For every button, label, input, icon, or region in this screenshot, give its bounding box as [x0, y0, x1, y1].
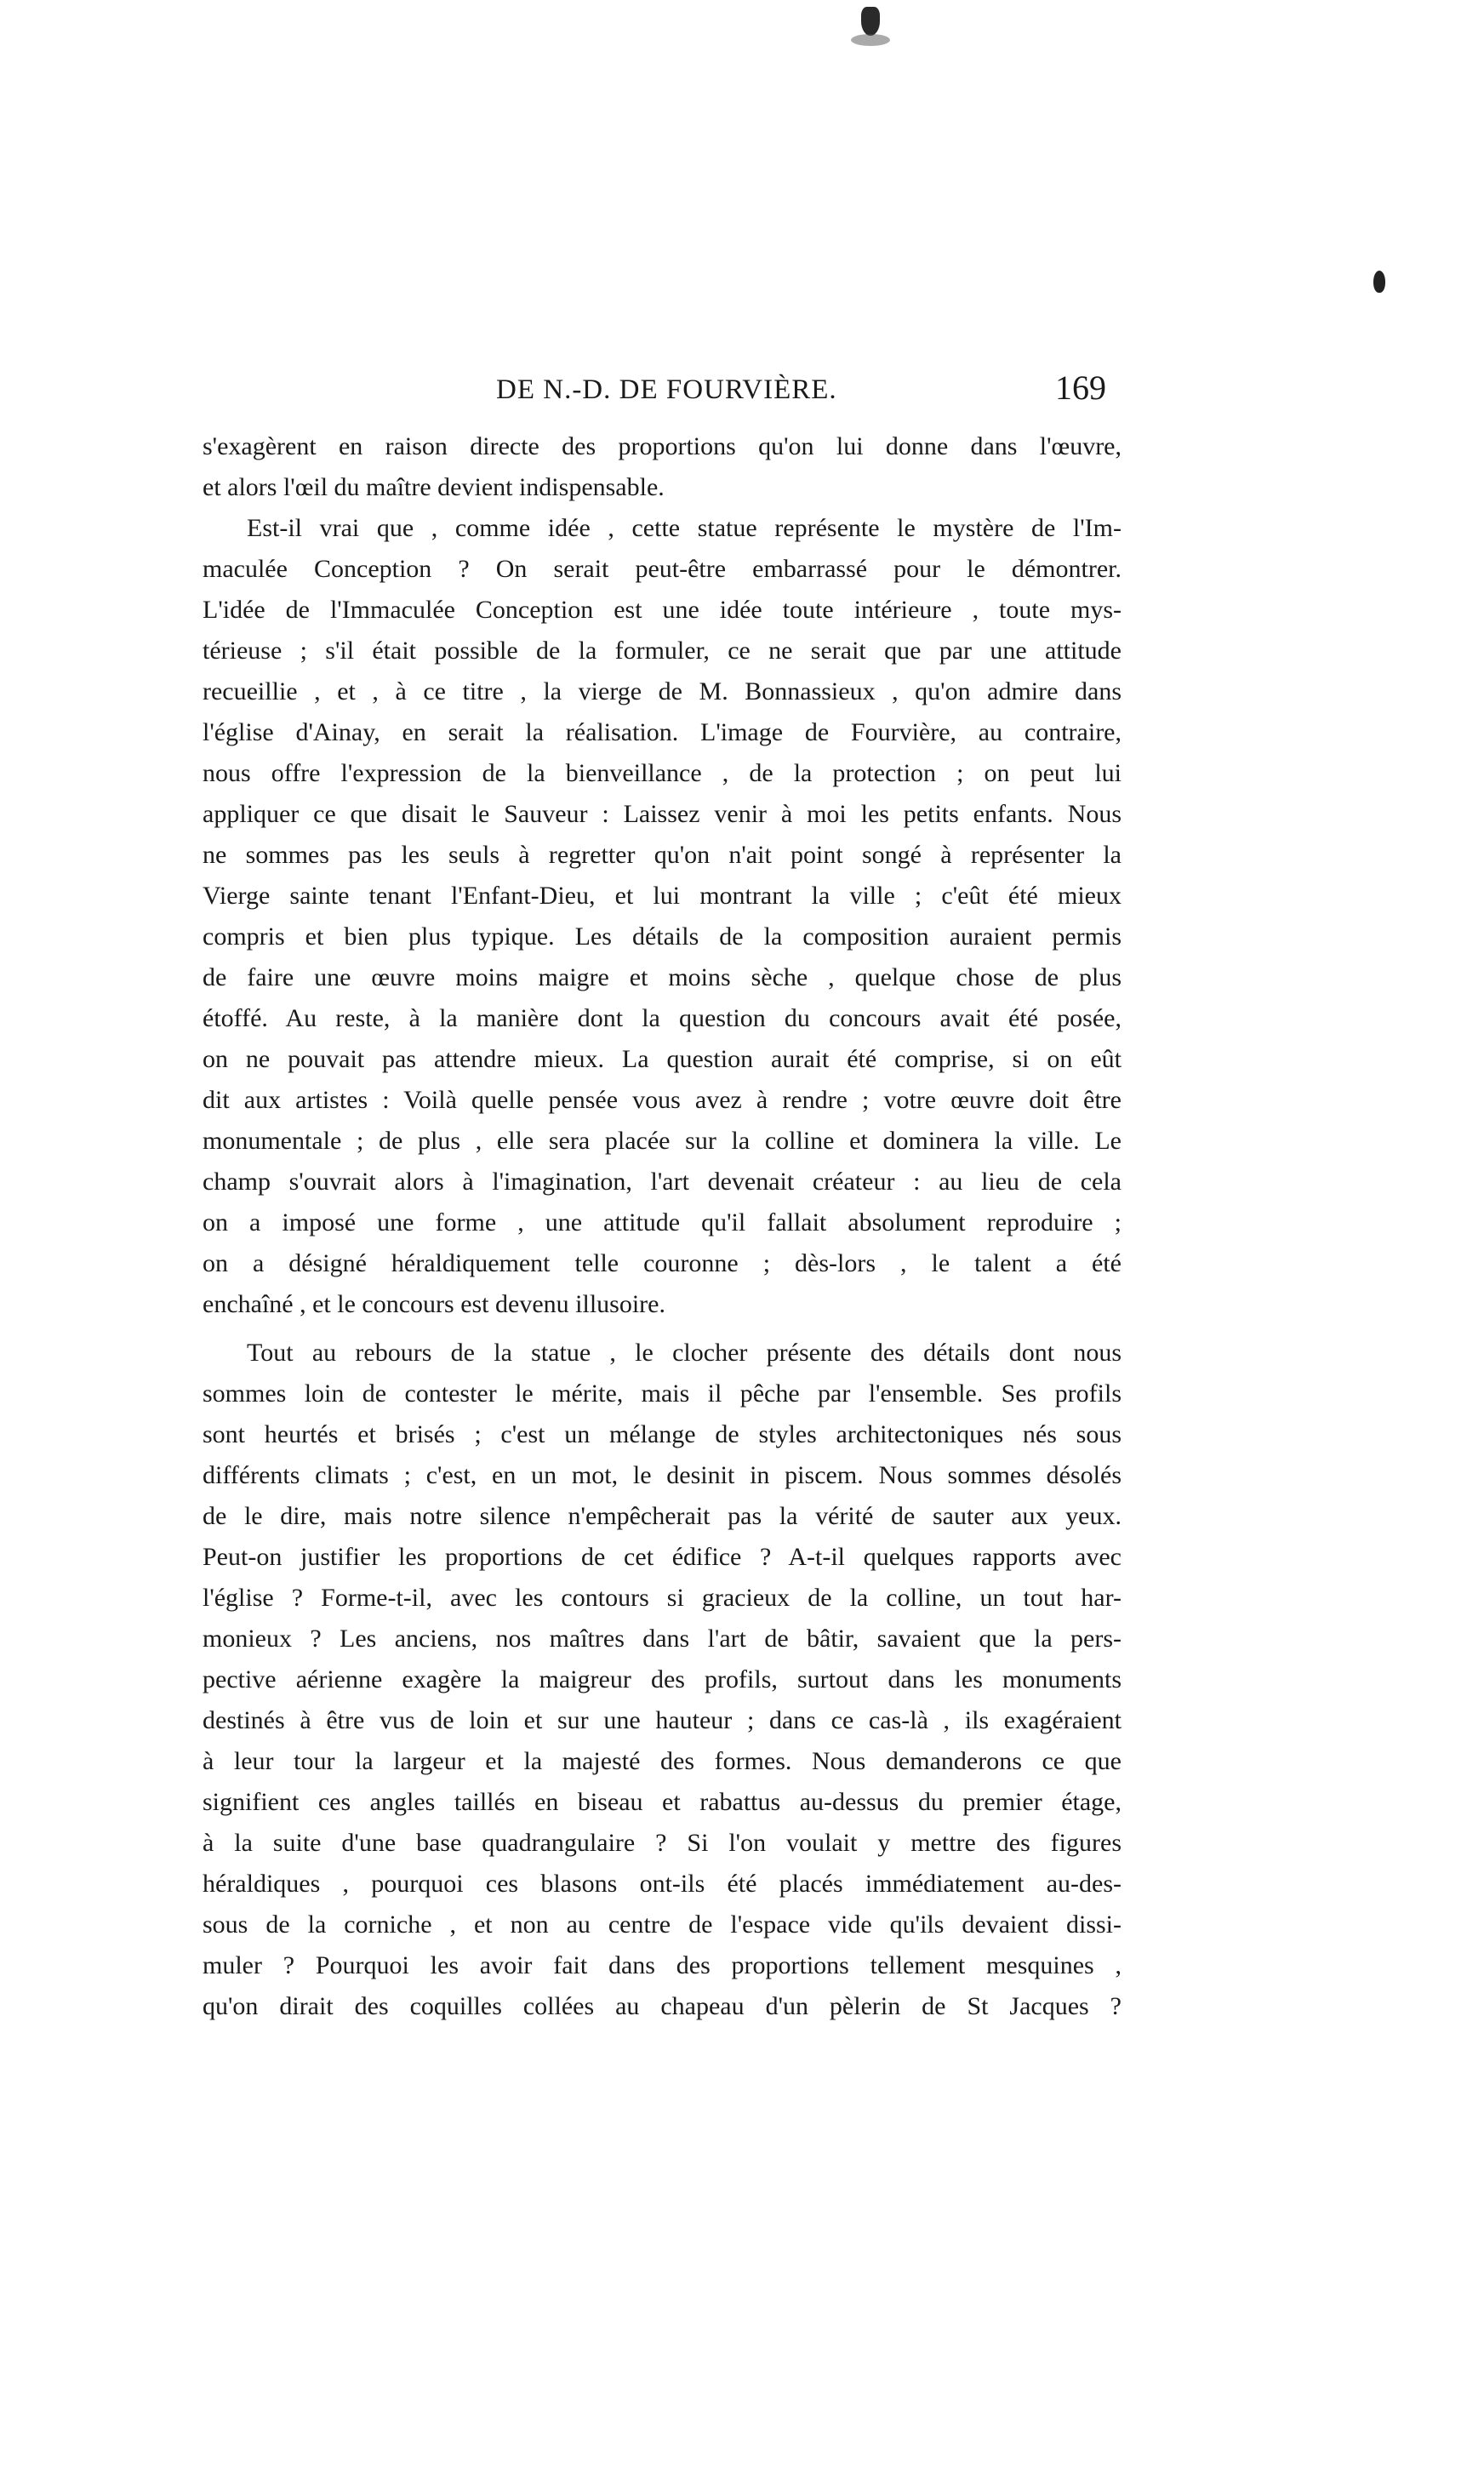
ink-speck	[851, 34, 890, 46]
text-line: muler ? Pourquoi les avoir fait dans des proportions tellement mesquines ,	[203, 1951, 1122, 1979]
text-line: térieuse ; s'il était possible de la formuler, ce ne serait que par une attitude	[203, 637, 1122, 665]
text-line: compris et bien plus typique. Les détails de la composition auraient permis	[203, 922, 1122, 951]
page-number: 169	[1055, 368, 1106, 407]
text-line: pective aérienne exagère la maigreur des profils, surtout dans les monuments	[203, 1665, 1122, 1693]
ink-speck	[861, 7, 880, 36]
text-line: s'exagèrent en raison directe des proportions qu'on lui donne dans l'œuvre,	[203, 432, 1122, 460]
running-header: DE N.-D. DE FOURVIÈRE.	[496, 374, 837, 405]
text-line: monumentale ; de plus , elle sera placée sur la colline et dominera la ville. Le	[203, 1127, 1122, 1155]
text-line: enchaîné , et le concours est devenu illusoire.	[203, 1290, 665, 1318]
text-line: L'idée de l'Immaculée Conception est une idée toute intérieure , toute mys-	[203, 596, 1122, 624]
text-line: on a désigné héraldiquement telle couronne ; dès-lors , le talent a été	[203, 1249, 1122, 1277]
text-line: l'église d'Ainay, en serait la réalisation. L'image de Fourvière, au contraire,	[203, 718, 1122, 746]
text-line: signifient ces angles taillés en biseau et rabattus au-dessus du premier étage,	[203, 1788, 1122, 1816]
text-line: Tout au rebours de la statue , le clocher présente des détails dont nous	[247, 1339, 1122, 1367]
text-line: à la suite d'une base quadrangulaire ? Si l'on voulait y mettre des figures	[203, 1829, 1122, 1857]
text-line: héraldiques , pourquoi ces blasons ont-ils été placés immédiatement au-des-	[203, 1870, 1122, 1898]
text-line: Est-il vrai que , comme idée , cette statue représente le mystère de l'Im-	[247, 514, 1122, 542]
text-line: et alors l'œil du maître devient indispensable.	[203, 473, 665, 501]
text-line: dit aux artistes : Voilà quelle pensée vous avez à rendre ; votre œuvre doit être	[203, 1086, 1122, 1114]
text-line: ne sommes pas les seuls à regretter qu'on n'ait point songé à représenter la	[203, 841, 1122, 869]
text-line: champ s'ouvrait alors à l'imagination, l'art devenait créateur : au lieu de cela	[203, 1168, 1122, 1196]
text-line: de faire une œuvre moins maigre et moins sèche , quelque chose de plus	[203, 963, 1122, 991]
text-line: on a imposé une forme , une attitude qu'il fallait absolument reproduire ;	[203, 1208, 1122, 1236]
text-line: on ne pouvait pas attendre mieux. La question aurait été comprise, si on eût	[203, 1045, 1122, 1073]
text-line: Peut-on justifier les proportions de cet édifice ? A-t-il quelques rapports avec	[203, 1543, 1122, 1571]
text-line: qu'on dirait des coquilles collées au chapeau d'un pèlerin de St Jacques ?	[203, 1992, 1122, 2020]
text-line: étoffé. Au reste, à la manière dont la question du concours avait été posée,	[203, 1004, 1122, 1032]
text-line: sont heurtés et brisés ; c'est un mélange de styles architectoniques nés sous	[203, 1420, 1122, 1448]
text-line: à leur tour la largeur et la majesté des formes. Nous demanderons ce que	[203, 1747, 1122, 1775]
text-line: Vierge sainte tenant l'Enfant-Dieu, et lui montrant la ville ; c'eût été mieux	[203, 882, 1122, 910]
text-line: l'église ? Forme-t-il, avec les contours si gracieux de la colline, un tout har-	[203, 1584, 1122, 1612]
text-line: monieux ? Les anciens, nos maîtres dans l'art de bâtir, savaient que la pers-	[203, 1625, 1122, 1653]
text-line: de le dire, mais notre silence n'empêcherait pas la vérité de sauter aux yeux.	[203, 1502, 1122, 1530]
text-line: destinés à être vus de loin et sur une hauteur ; dans ce cas-là , ils exagéraient	[203, 1706, 1122, 1734]
text-line: appliquer ce que disait le Sauveur : Laissez venir à moi les petits enfants. Nous	[203, 800, 1122, 828]
text-line: sous de la corniche , et non au centre de l'espace vide qu'ils devaient dissi-	[203, 1910, 1122, 1939]
text-line: différents climats ; c'est, en un mot, le desinit in piscem. Nous sommes désolés	[203, 1461, 1122, 1489]
ink-blot	[1373, 271, 1385, 293]
text-line: recueillie , et , à ce titre , la vierge de M. Bonnassieux , qu'on admire dans	[203, 677, 1122, 705]
text-line: maculée Conception ? On serait peut-être embarrassé pour le démontrer.	[203, 555, 1122, 583]
text-line: sommes loin de contester le mérite, mais il pêche par l'ensemble. Ses profils	[203, 1379, 1122, 1408]
text-line: nous offre l'expression de la bienveillance , de la protection ; on peut lui	[203, 759, 1122, 787]
